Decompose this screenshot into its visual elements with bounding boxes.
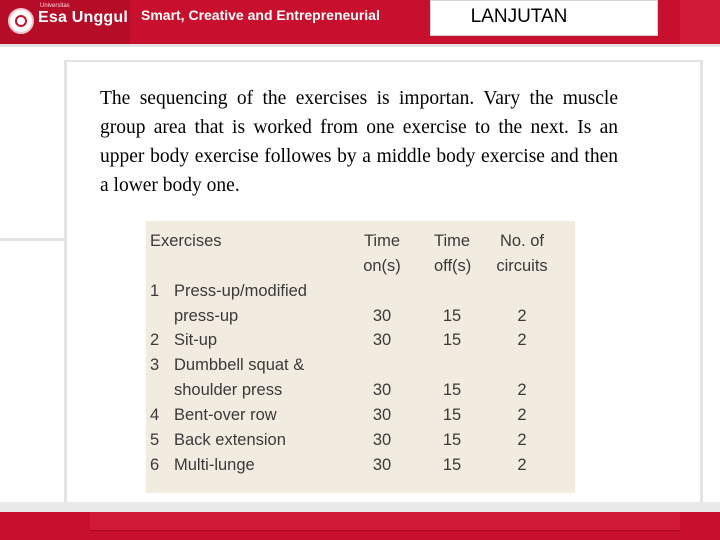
row-exercise: Back extension: [174, 431, 286, 449]
row-circuits: 2: [517, 331, 527, 349]
table-header-row-2: [150, 257, 570, 282]
tagline: Smart, Creative and Entrepreneurial: [141, 7, 380, 23]
table-row: [150, 356, 570, 381]
row-time-off: 15: [442, 307, 462, 325]
row-exercise: press-up: [174, 307, 239, 325]
header-time-on-1: Time: [363, 232, 401, 250]
row-circuits: 2: [517, 456, 527, 474]
header-bar: [0, 0, 720, 44]
row-exercise: Bent-over row: [174, 406, 277, 424]
table-row: [150, 456, 570, 481]
frame-line-top: [0, 44, 720, 47]
row-number: 3: [150, 356, 160, 374]
row-number: 4: [150, 406, 160, 424]
row-exercise: shoulder press: [174, 381, 283, 399]
brand-name: Esa Unggul: [38, 9, 129, 26]
row-time-off: 15: [442, 381, 462, 399]
header-time-on-2: on(s): [363, 257, 401, 275]
row-time-off: 15: [442, 431, 462, 449]
table-header-row-1: [150, 232, 570, 257]
table-row: [150, 331, 570, 356]
row-number: 5: [150, 431, 160, 449]
header-circuits-1: No. of: [499, 232, 545, 250]
row-circuits: 2: [517, 307, 527, 325]
body-paragraph: The sequencing of the exercises is importan. Vary the muscle group area that is worked from one exercise to the next. Is an upper body exercise followes by a middle body exercise and then a lower body one.: [100, 88, 618, 196]
row-exercise: Sit-up: [174, 331, 218, 349]
row-exercise: Press-up/modified: [174, 282, 307, 300]
table-row: [150, 307, 570, 332]
table-row: [150, 282, 570, 307]
frame-line-mid: [0, 238, 64, 241]
row-time-on: 30: [372, 381, 392, 399]
footer-strip: [0, 502, 720, 512]
header-time-off-2: off(s): [434, 257, 472, 275]
header-time-off-1: Time: [434, 232, 471, 250]
header-exercises: Exercises: [150, 232, 222, 250]
footer-inset: [90, 512, 680, 531]
row-time-off: 15: [442, 331, 462, 349]
row-number: 6: [150, 456, 160, 474]
table-row: [150, 406, 570, 431]
row-circuits: 2: [517, 381, 527, 399]
row-time-on: 30: [372, 331, 392, 349]
table-row: [150, 381, 570, 406]
header-circuits-2: circuits: [496, 257, 548, 275]
slide-title: LANJUTAN: [470, 6, 568, 27]
logo-block: [0, 0, 130, 44]
row-number: 2: [150, 331, 160, 349]
frame-line-right: [700, 60, 703, 502]
row-circuits: 2: [517, 406, 527, 424]
row-time-on: 30: [372, 431, 392, 449]
row-time-on: 30: [372, 456, 392, 474]
frame-line-left: [64, 60, 67, 502]
row-time-on: 30: [372, 307, 392, 325]
university-logo-icon: [8, 8, 34, 34]
row-time-off: 15: [442, 456, 462, 474]
header-right-stripe: [680, 0, 720, 44]
brand-small-text: Universitas: [40, 3, 70, 9]
row-time-off: 15: [442, 406, 462, 424]
row-circuits: 2: [517, 431, 527, 449]
row-exercise: Dumbbell squat &: [174, 356, 305, 374]
row-time-on: 30: [372, 406, 392, 424]
table-row: [150, 431, 570, 456]
row-number: 1: [150, 282, 160, 300]
frame-line-upper: [67, 60, 700, 62]
footer-bar: [0, 512, 720, 540]
row-exercise: Multi-lunge: [174, 456, 255, 474]
